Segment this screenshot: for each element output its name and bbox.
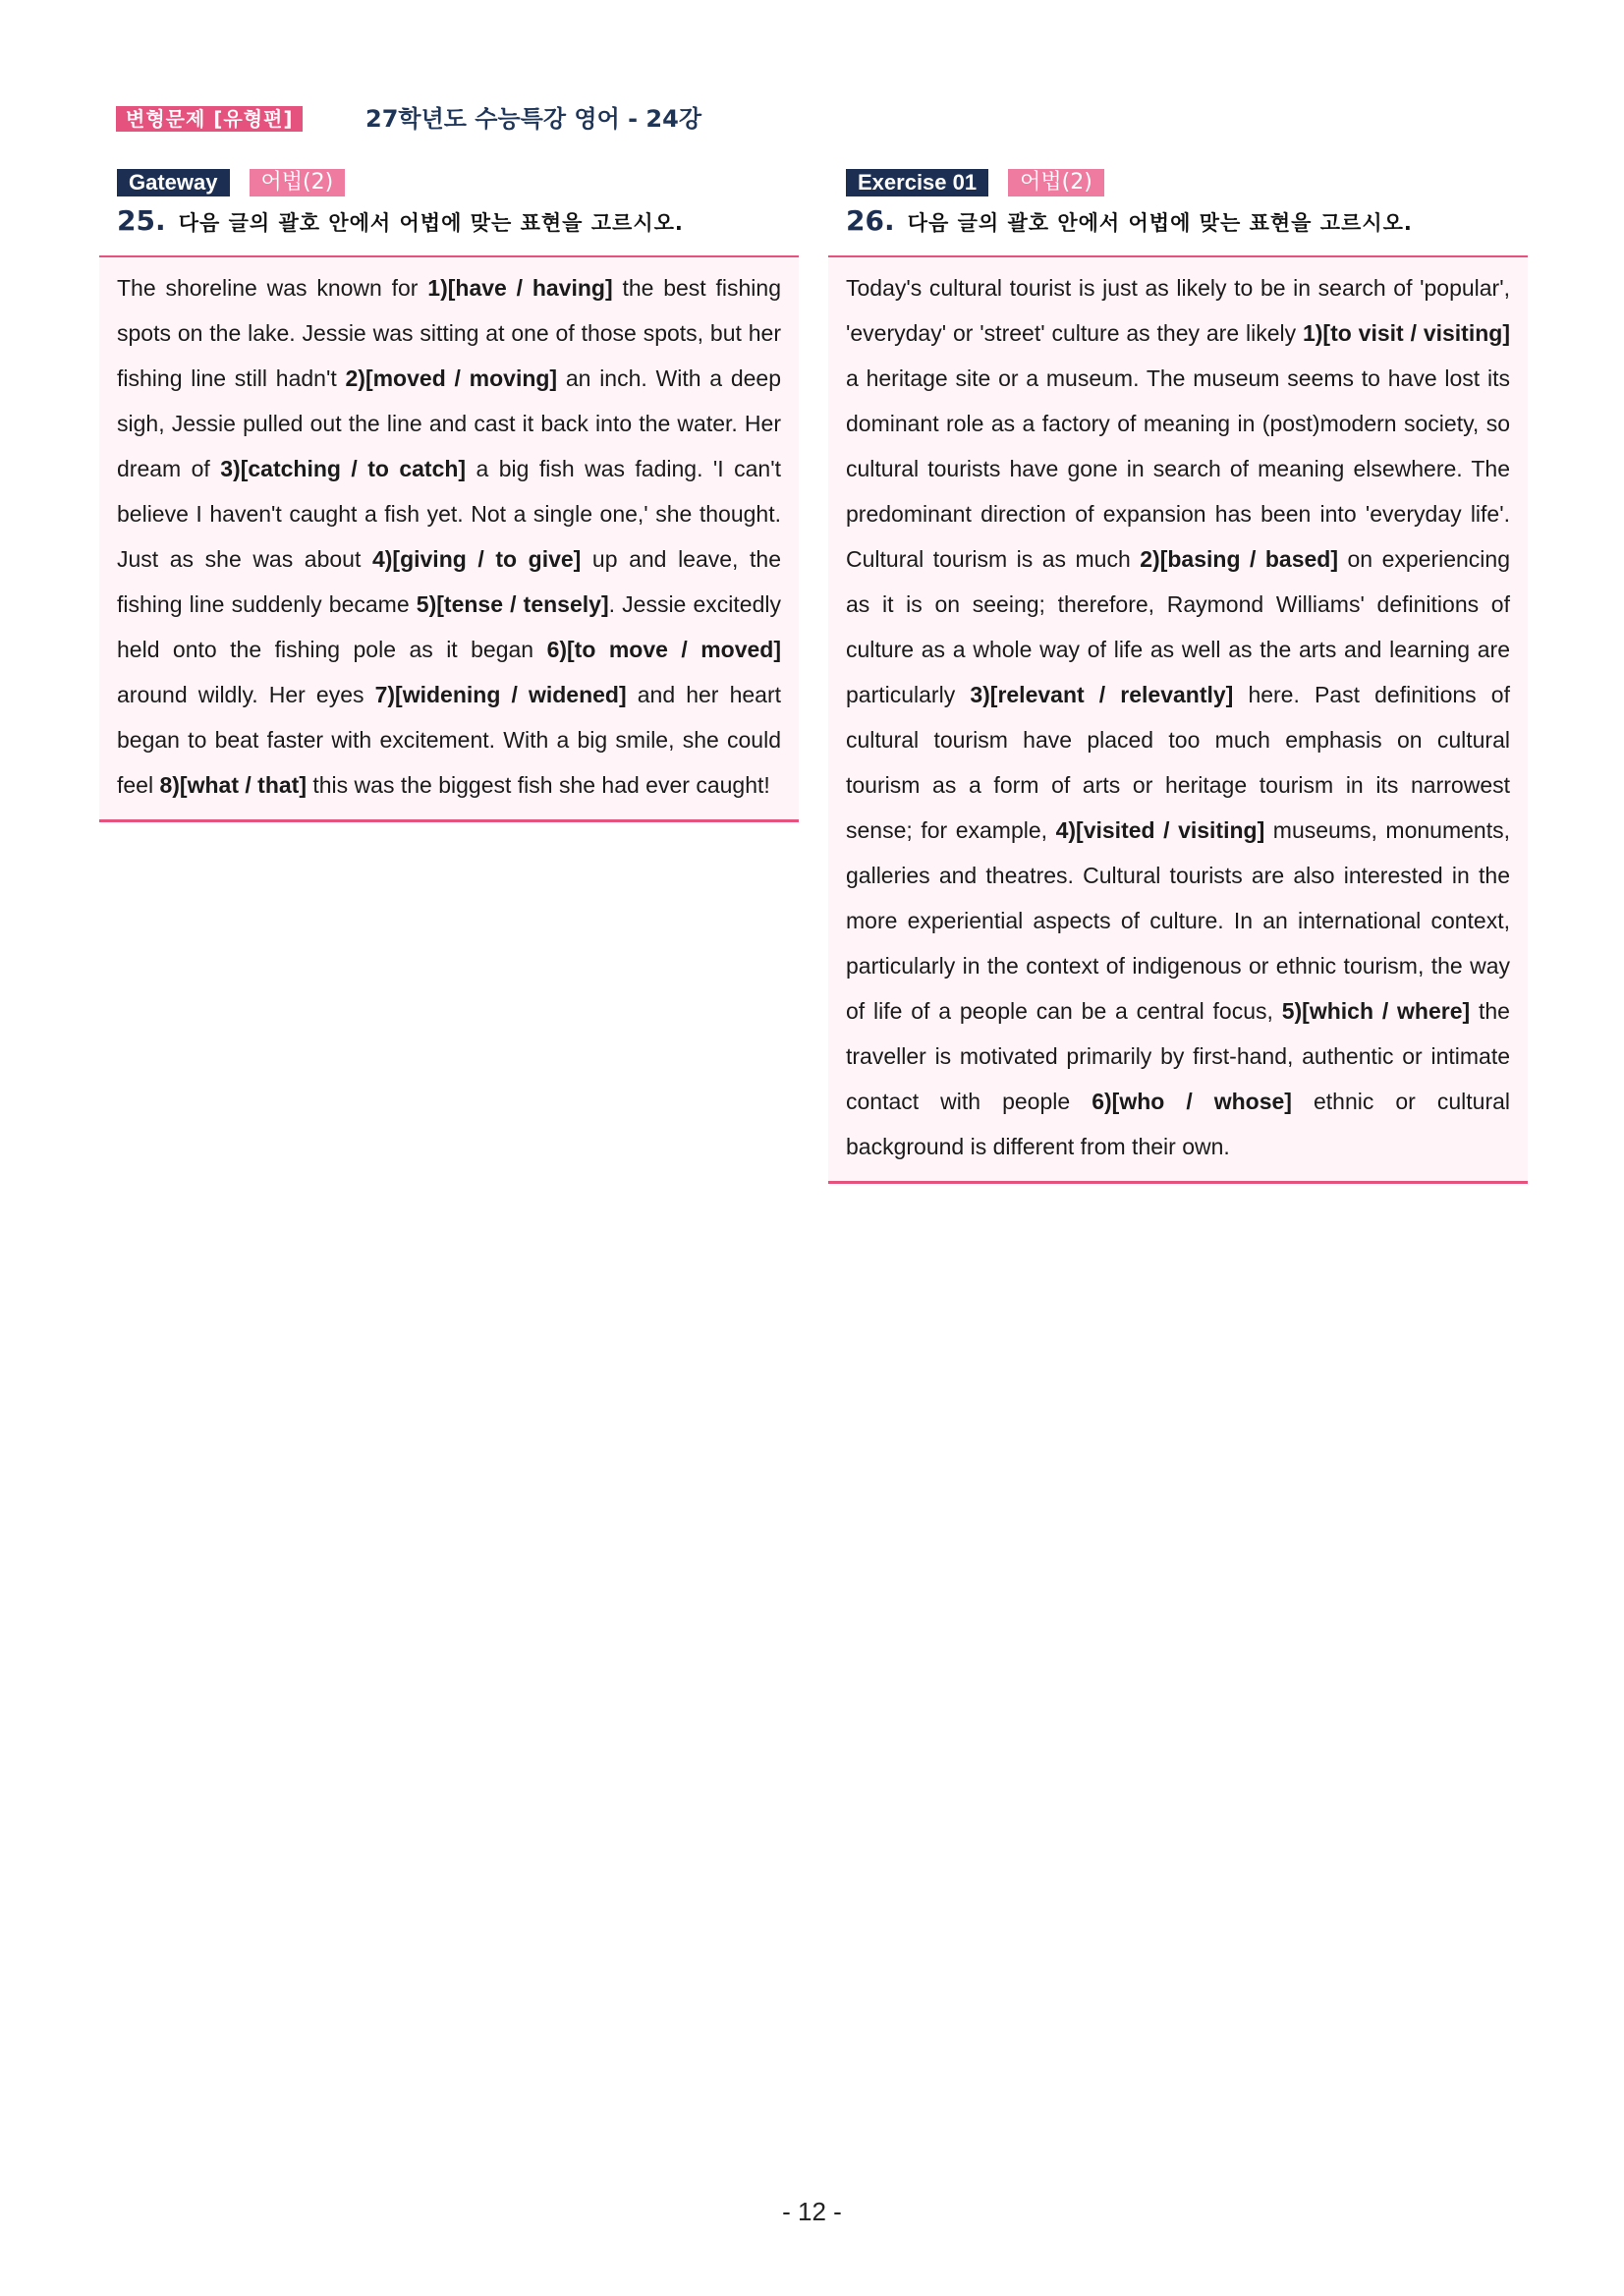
passage-segment: The shoreline was known for: [117, 275, 428, 301]
grammar-choice: 4)[visited / visiting]: [1055, 817, 1265, 843]
question-25-column: [99, 169, 799, 822]
grammar-choice: 5)[which / where]: [1281, 998, 1471, 1024]
question-25-heading: [117, 204, 799, 244]
passage-segment: the best fishing spots on the lake. Jessie was sitting at one of those spots, but her fishing line still hadn't: [117, 275, 782, 391]
passage-text: [846, 265, 1510, 1169]
section-tag: 변형문제 [유형편]: [116, 106, 303, 132]
passage-segment: up and leave, the fishing line suddenly became: [117, 546, 782, 617]
grammar-choice: 8)[what / that]: [159, 772, 307, 798]
passage-segment: and her heart began to beat faster with excitement. With a big smile, she could feel: [117, 682, 781, 798]
question-26-column: [828, 169, 1528, 1184]
passage-text: [117, 265, 781, 808]
passage-segment: Today's cultural tourist is just as likely to be in search of 'popular', 'everyday' or 'street' culture as they are likely: [846, 275, 1510, 346]
question-number: 25.: [117, 204, 166, 237]
passage-segment: . Jessie excitedly held onto the fishing pole as it began: [117, 591, 781, 662]
passage-segment: museums, monuments, galleries and theatres. Cultural tourists are also interested in the more experiential aspects of culture. In an international context, particularly in the context of indigenous or ethnic tourism, the way of life of a people can be a central focus,: [846, 817, 1510, 1024]
passage-segment: the traveller is motivated primarily by first-hand, authentic or intimate contact with people: [846, 998, 1510, 1114]
passage-box: [828, 255, 1528, 1184]
grammar-choice: 6)[to move / moved]: [546, 637, 781, 662]
grammar-choice: 4)[giving / to give]: [371, 546, 582, 572]
passage-segment: on experiencing as it is on seeing; therefore, Raymond Williams' definitions of culture as a whole way of life as well as the arts and learning are particularly: [846, 546, 1510, 707]
question-26-labels: [846, 169, 1528, 198]
passage-segment: around wildly. Her eyes: [117, 682, 375, 707]
question-number: 26.: [846, 204, 895, 237]
grammar-choice: 6)[who / whose]: [1092, 1089, 1292, 1114]
passage-segment: a heritage site or a museum. The museum seems to have lost its dominant role as a factory of meaning in (post)modern society, so cultural tourists have gone in search of meaning elsewhere. The predominant direction of expansion has been into 'everyday life'. Cultural tourism is as much: [846, 365, 1510, 572]
grammar-choice: 5)[tense / tensely]: [416, 591, 609, 617]
page-title: 27학년도 수능특강 영어 - 24강: [365, 105, 702, 133]
question-instruction: 다음 글의 괄호 안에서 어법에 맞는 표현을 고르시오.: [907, 211, 1413, 235]
grammar-choice: 2)[moved / moving]: [345, 365, 558, 391]
passage-segment: a big fish was fading. 'I can't believe I haven't caught a fish yet. Not a single one,' she thought. Just as she was about: [117, 456, 781, 572]
question-25-labels: [117, 169, 799, 198]
grammar-type-label: 어법(2): [1008, 169, 1104, 196]
passage-segment: here. Past definitions of cultural tourism have placed too much emphasis on cultural tourism as a form of arts or heritage tourism in its narrowest sense; for example,: [846, 682, 1510, 843]
grammar-type-label: 어법(2): [250, 169, 346, 196]
grammar-choice: 3)[relevant / relevantly]: [970, 682, 1234, 707]
grammar-choice: 2)[basing / based]: [1140, 546, 1339, 572]
grammar-choice: 7)[widening / widened]: [374, 682, 627, 707]
question-instruction: 다음 글의 괄호 안에서 어법에 맞는 표현을 고르시오.: [178, 211, 684, 235]
passage-box: [99, 255, 799, 822]
gateway-label: Gateway: [117, 169, 230, 196]
grammar-choice: 1)[to visit / visiting]: [1302, 320, 1510, 346]
grammar-choice: 3)[catching / to catch]: [220, 456, 467, 481]
exercise-label: Exercise 01: [846, 169, 988, 196]
question-26-heading: [846, 204, 1528, 244]
passage-segment: an inch. With a deep sigh, Jessie pulled out the line and cast it back into the water. Her dream of: [117, 365, 782, 481]
passage-segment: ethnic or cultural background is different from their own.: [846, 1089, 1511, 1159]
page-number: - 12 -: [782, 2197, 842, 2226]
passage-segment: this was the biggest fish she had ever caught!: [306, 772, 770, 798]
grammar-choice: 1)[have / having]: [427, 275, 613, 301]
